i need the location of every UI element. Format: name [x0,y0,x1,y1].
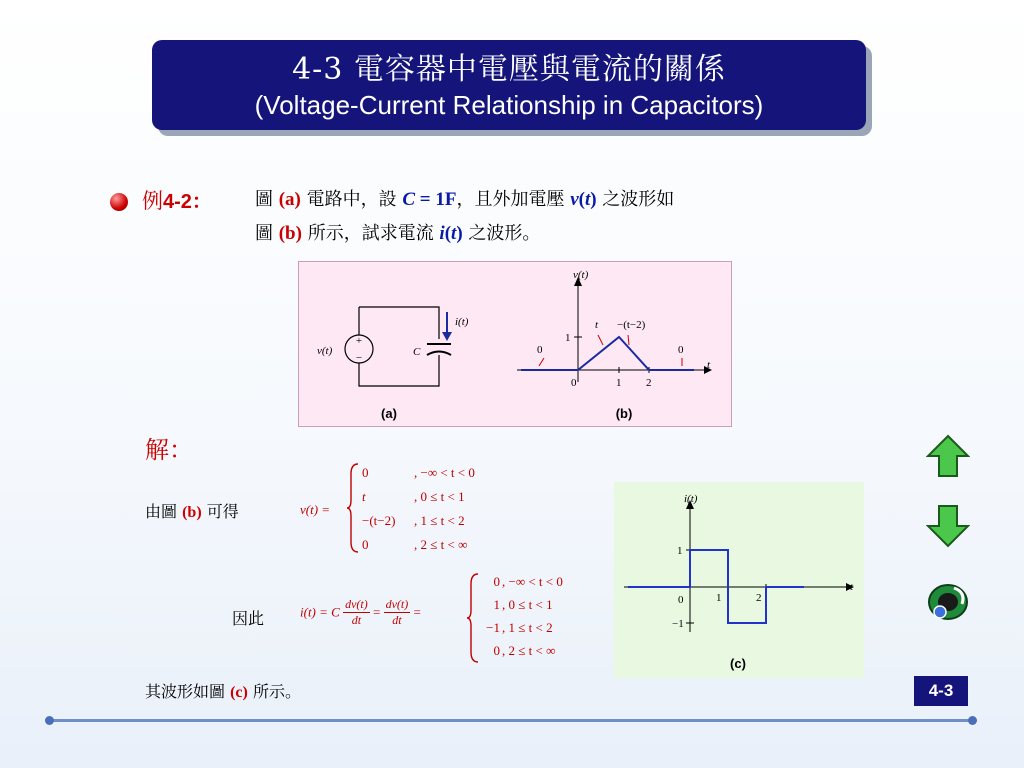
fig-ref-b: (b) [278,223,302,244]
fig-ref-a: (a) [278,189,301,210]
frac-2-num: dv(t) [385,597,409,611]
source-plus: + [355,335,363,347]
text: 其波形如圖 [145,682,231,701]
zero-left-pointer [539,358,544,366]
example-label: 例 [142,189,163,213]
example-line-1 [142,189,212,215]
wire-top-right [359,307,439,339]
equals-2: = [413,604,421,620]
v-case-4-expr: 0 [362,537,369,552]
equals-1: = [372,604,381,620]
cap-label: C [413,346,421,358]
i-case-4-expr: 0 [493,643,500,658]
problem-line-1 [255,188,674,212]
i-case-3-cond: , 1 ≤ t < 2 [502,620,553,635]
fraction-1 [343,597,370,628]
c-t-label: t [850,581,854,593]
vplot-origin: 0 [571,377,577,389]
frac-1-num: dv(t) [345,597,368,611]
rule-dot-left [45,716,54,725]
title-banner [152,40,866,130]
figure-c-drawing [614,482,864,678]
i-case-3-expr: −1 [486,620,500,635]
v-brace [346,462,360,554]
page-number-badge: 4-3 [914,676,968,706]
c-minus-one: −1 [672,618,684,630]
cap-value: = 1F [415,189,457,210]
nav-down-arrow-icon[interactable] [926,504,970,548]
text: 所示，試求電流 [301,223,440,244]
frac-1-den: dt [351,613,362,627]
fig-ref-c: (c) [230,684,248,701]
i-case-2-expr: 1 [493,597,500,612]
rule-dot-right [968,716,977,725]
paren: ) [590,189,597,210]
c-origin: 0 [678,594,684,606]
vplot-tick-1: 1 [616,377,622,389]
var-t: t [584,189,591,210]
v-waveform [521,337,694,370]
c-one: 1 [677,545,683,557]
text: 圖 [255,189,279,210]
c-tick-2: 2 [756,592,762,604]
var-c: C [402,189,416,210]
source-minus: − [355,352,363,364]
v-case-1-expr: 0 [362,465,369,480]
v-case-2-cond: , 0 ≤ t < 1 [414,489,465,504]
frac-2-den: dt [392,613,402,627]
problem-line-2 [255,222,540,246]
v-case-3-expr: −(t−2) [362,513,396,528]
fraction-2 [384,597,411,628]
title-chinese: 4-3 電容器中電壓與電流的關係 [292,52,726,87]
cap-plate-bottom [427,352,451,356]
vplot-y-label: v(t) [573,269,589,281]
bottom-rule [48,719,972,722]
var-v: v [570,189,579,210]
caption-a: (a) [381,406,397,421]
text: 由圖 [145,502,183,521]
fig-ref-b: (b) [182,504,202,521]
caption-b: (b) [615,406,633,421]
text: 之波形。 [462,223,541,244]
i-case-1-cond: , −∞ < t < 0 [502,574,563,589]
current-arrow-head [442,332,452,341]
v-case-4-cond: , 2 ≤ t < ∞ [414,537,468,552]
c-tick-1: 1 [716,592,722,604]
v-equation-lhs: v(t) = [300,502,331,517]
current-label: i(t) [455,316,469,328]
fall-pointer [628,335,629,345]
vplot-zero-left: 0 [537,344,543,356]
i-case-1-expr: 0 [493,574,500,589]
rise-label: t [595,319,599,331]
vplot-t-label: t [707,359,711,371]
caption-c: (c) [730,656,746,671]
v-case-2-expr: t [362,489,366,504]
figure-c [614,482,864,678]
i-lhs: i(t) = C [300,604,340,620]
vplot-zero-right: 0 [678,344,684,356]
text: 所示。 [247,682,301,701]
solution-heading: 解： [145,436,193,464]
title-english: (Voltage-Current Relationship in Capacitors) [254,90,764,120]
vplot-tick-2: 2 [646,377,652,389]
var-t: t [451,223,457,244]
rise-pointer [598,335,603,345]
i-brace [466,572,480,664]
var-i: i [439,223,445,244]
text: ，且外加電壓 [456,189,571,210]
text: 之波形如 [596,189,675,210]
text: 可得 [201,502,239,521]
vplot-axes [517,284,704,382]
paren: ) [456,223,463,244]
paren: ( [578,189,585,210]
figure-ab [298,261,732,427]
bullet-icon [110,193,128,211]
v-case-3-cond: , 1 ≤ t < 2 [414,513,465,528]
c-y-label: i(t) [684,493,698,505]
fall-label: −(t−2) [617,319,646,331]
example-number: 4-2： [163,191,212,213]
therefore-text: 因此 [232,609,265,628]
text: 圖 [255,223,279,244]
from-figure-text [145,500,239,525]
nav-up-arrow-icon[interactable] [926,434,970,478]
conclusion-text [145,680,301,705]
i-equation [300,597,421,628]
i-case-4-cond: , 2 ≤ t < ∞ [502,643,556,658]
source-label: v(t) [317,345,333,357]
figure-ab-drawing [299,262,731,426]
nav-return-icon[interactable] [926,578,970,622]
vplot-one: 1 [565,332,571,344]
i-case-2-cond: , 0 ≤ t < 1 [502,597,553,612]
text: 電路中，設 [300,189,403,210]
v-case-1-cond: , −∞ < t < 0 [414,465,475,480]
paren: ( [444,223,452,244]
